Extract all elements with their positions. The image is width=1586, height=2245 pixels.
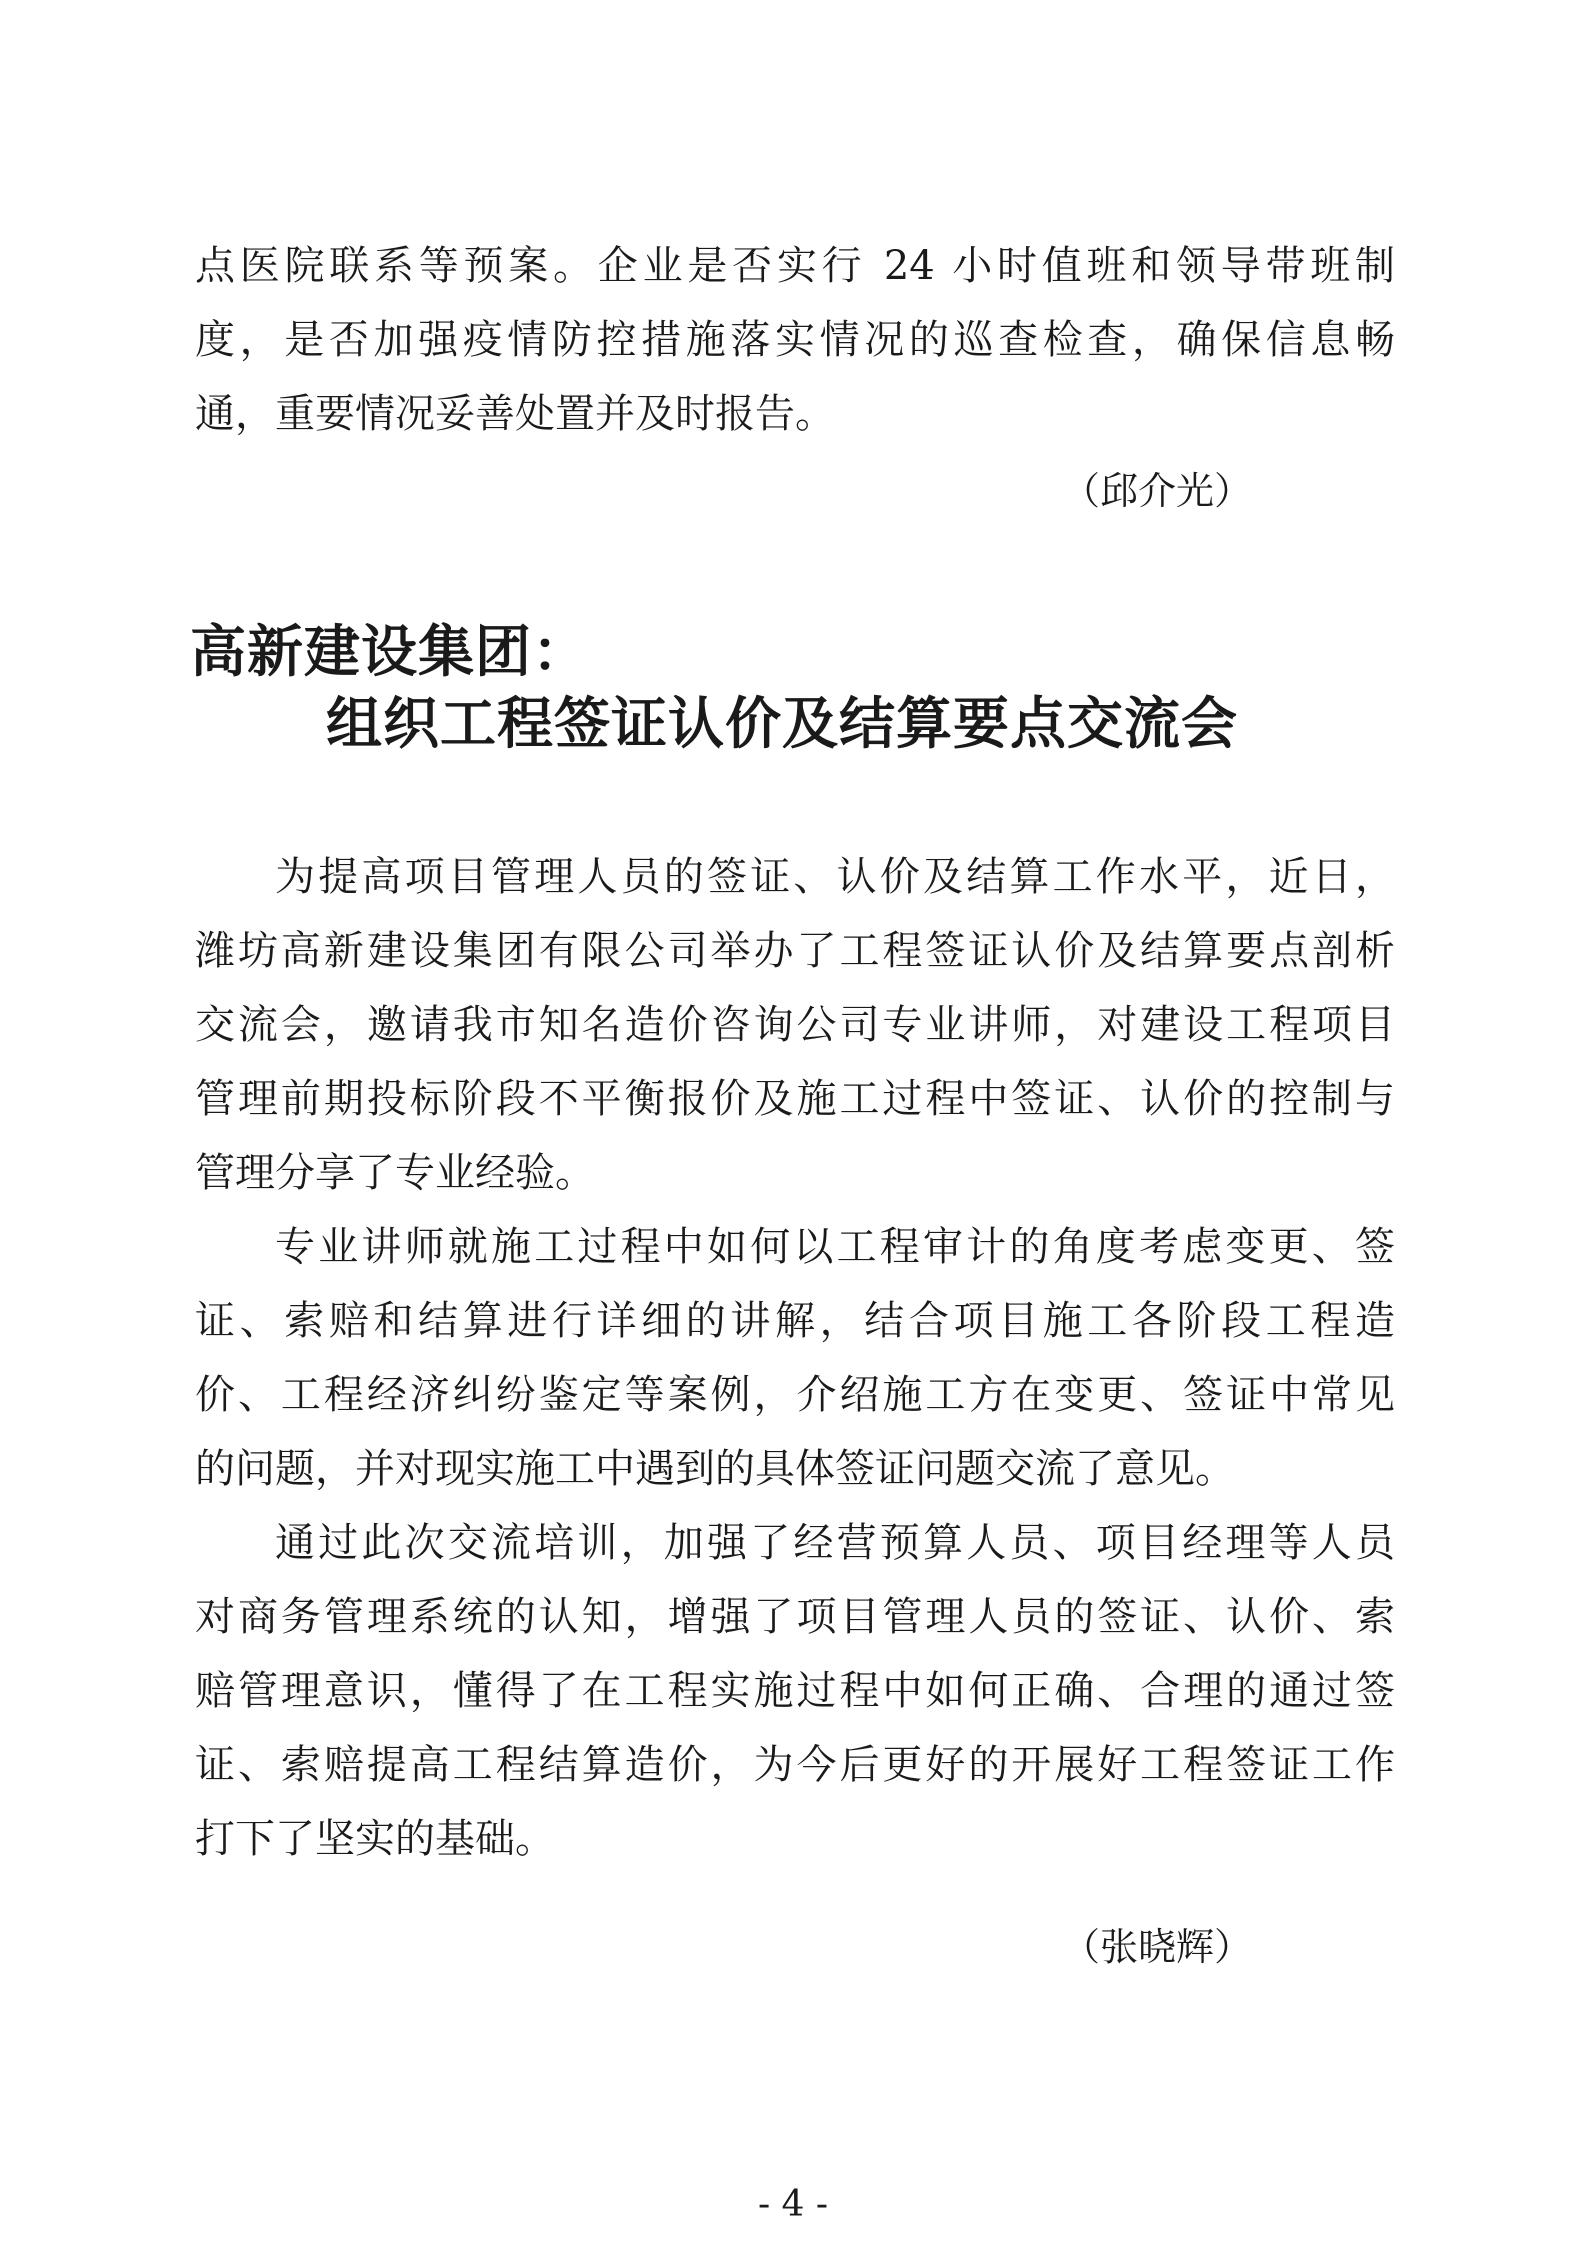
paragraph-line: 管理分享了专业经验。 bbox=[195, 1150, 595, 1196]
paragraph-line: 专业讲师就施工过程中如何以工程审计的角度考虑变更、签 bbox=[275, 1224, 1395, 1270]
paragraph-line: 打下了坚实的基础。 bbox=[195, 1816, 555, 1862]
paragraph-line: 赔管理意识，懂得了在工程实施过程中如何正确、合理的通过签 bbox=[195, 1668, 1395, 1714]
paragraph-line: 的问题，并对现实施工中遇到的具体签证问题交流了意见。 bbox=[195, 1446, 1235, 1492]
article-paragraph-2 bbox=[195, 1210, 1395, 1506]
intro-line-2: 度，是否加强疫情防控措施落实情况的巡查检查，确保信息畅 bbox=[195, 317, 1395, 363]
article-paragraph-1 bbox=[195, 840, 1395, 1210]
page-number: - 4 - bbox=[757, 2184, 829, 2225]
article-title-line-1: 高新建设集团： bbox=[190, 619, 589, 685]
article-author: （张晓辉） bbox=[1062, 1925, 1253, 1969]
article-title-line-2: 组织工程签证认价及结算要点交流会 bbox=[326, 691, 1238, 757]
intro-paragraph bbox=[195, 229, 1395, 451]
paragraph-line: 管理前期投标阶段不平衡报价及施工过程中签证、认价的控制与 bbox=[195, 1076, 1395, 1122]
intro-line-3: 通，重要情况妥善处置并及时报告。 bbox=[195, 391, 835, 437]
article-paragraph-3 bbox=[195, 1506, 1395, 1876]
paragraph-line: 价、工程经济纠纷鉴定等案例，介绍施工方在变更、签证中常见 bbox=[195, 1372, 1395, 1418]
paragraph-line: 对商务管理系统的认知，增强了项目管理人员的签证、认价、索 bbox=[195, 1594, 1395, 1640]
paragraph-line: 证、索赔和结算进行详细的讲解，结合项目施工各阶段工程造 bbox=[195, 1298, 1395, 1344]
paragraph-line: 交流会，邀请我市知名造价咨询公司专业讲师，对建设工程项目 bbox=[195, 1002, 1395, 1048]
paragraph-line: 通过此次交流培训，加强了经营预算人员、项目经理等人员 bbox=[275, 1520, 1395, 1566]
paragraph-line: 为提高项目管理人员的签证、认价及结算工作水平，近日， bbox=[275, 854, 1395, 900]
intro-author: （邱介光） bbox=[1062, 469, 1253, 513]
intro-line-1: 点医院联系等预案。企业是否实行 24 小时值班和领导带班制 bbox=[195, 243, 1395, 289]
paragraph-line: 证、索赔提高工程结算造价，为今后更好的开展好工程签证工作 bbox=[195, 1742, 1395, 1788]
paragraph-line: 潍坊高新建设集团有限公司举办了工程签证认价及结算要点剖析 bbox=[195, 928, 1395, 974]
